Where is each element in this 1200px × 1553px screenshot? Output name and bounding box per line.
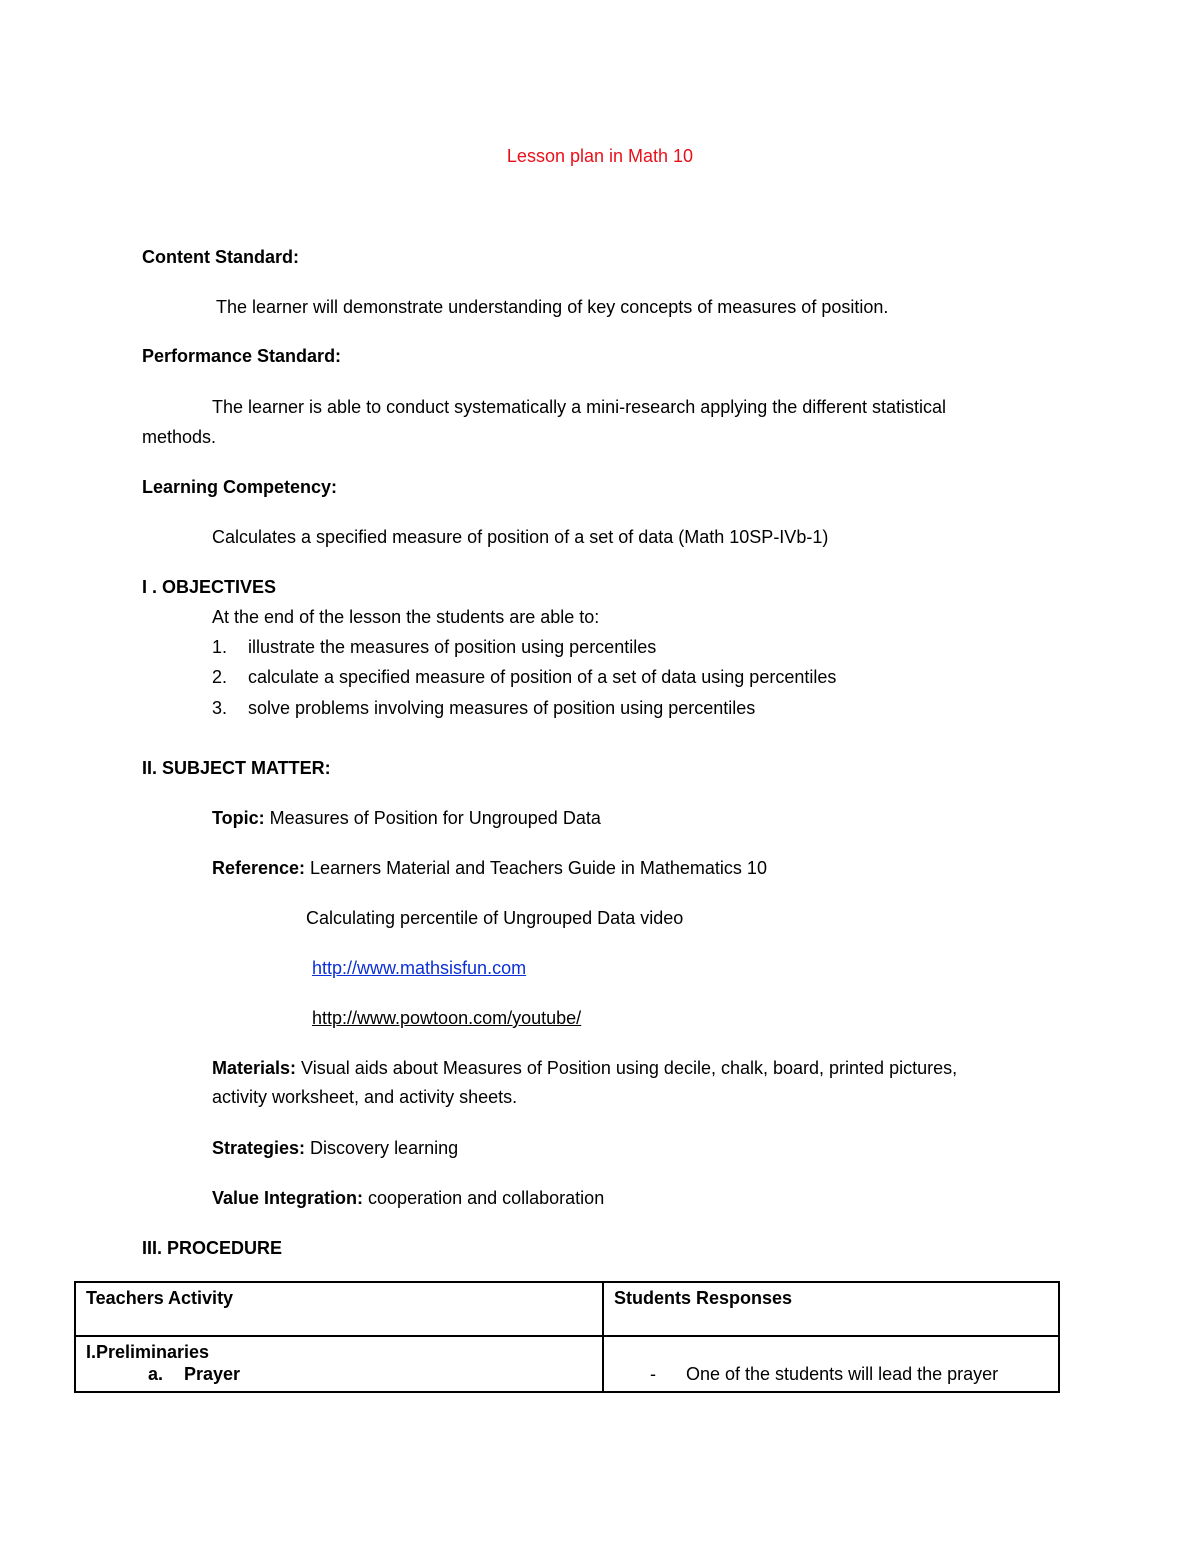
performance-standard-line2: methods. [142, 427, 217, 447]
objective-item-3 [212, 697, 755, 719]
procedure-heading: III. PROCEDURE [142, 1238, 283, 1258]
value-integration-value: cooperation and collaboration [363, 1188, 605, 1208]
materials-line1 [212, 1057, 957, 1079]
reference-extra: Calculating percentile of Ungrouped Data video [306, 908, 684, 928]
materials-line2: activity worksheet, and activity sheets. [212, 1087, 518, 1107]
teachers-activity-cell [75, 1336, 603, 1392]
objective-text: illustrate the measures of position using percentiles [248, 637, 657, 657]
performance-standard-heading: Performance Standard: [142, 346, 342, 366]
preliminaries-label: I.Preliminaries [86, 1342, 210, 1362]
table-row [75, 1336, 1059, 1392]
topic-line [212, 807, 601, 829]
value-integration-line [212, 1187, 604, 1209]
materials-value: Visual aids about Measures of Position using decile, chalk, board, printed pictures, [296, 1058, 958, 1078]
content-standard-text: The learner will demonstrate understanding of key concepts of measures of position. [216, 297, 889, 317]
dash-marker: - [650, 1364, 656, 1384]
objective-item-2 [212, 666, 836, 688]
reference-line [212, 857, 767, 879]
strategies-line [212, 1137, 458, 1159]
strategies-value: Discovery learning [305, 1138, 459, 1158]
reference-label: Reference: [212, 858, 306, 878]
performance-standard-line1: The learner is able to conduct systematically a mini-research applying the different statistical [212, 397, 947, 417]
teachers-activity-header: Teachers Activity [75, 1282, 603, 1336]
powtoon-link[interactable]: http://www.powtoon.com/youtube/ [312, 1008, 582, 1028]
subject-matter-heading: II. SUBJECT MATTER: [142, 758, 331, 778]
content-standard-heading: Content Standard: [142, 247, 299, 267]
objectives-intro: At the end of the lesson the students are able to: [212, 607, 600, 627]
objective-number: 2. [212, 667, 228, 687]
topic-label: Topic: [212, 808, 265, 828]
objective-text: solve problems involving measures of position using percentiles [248, 698, 756, 718]
page-title: Lesson plan in Math 10 [506, 146, 694, 166]
learning-competency-text: Calculates a specified measure of position of a set of data (Math 10SP-IVb-1) [212, 527, 829, 547]
prayer-response [614, 1363, 1048, 1385]
procedure-table [74, 1281, 1060, 1393]
students-responses-cell [603, 1336, 1059, 1392]
objective-item-1 [212, 636, 656, 658]
strategies-label: Strategies: [212, 1138, 306, 1158]
objectives-heading: I . OBJECTIVES [142, 577, 277, 597]
objective-text: calculate a specified measure of position of a set of data using percentiles [248, 667, 837, 687]
prayer-response-text: One of the students will lead the prayer [686, 1364, 999, 1384]
prayer-item [86, 1363, 592, 1385]
value-integration-label: Value Integration: [212, 1188, 364, 1208]
table-header-row [75, 1282, 1059, 1336]
topic-value: Measures of Position for Ungrouped Data [264, 808, 601, 828]
reference-value: Learners Material and Teachers Guide in Mathematics 10 [305, 858, 767, 878]
objective-number: 3. [212, 698, 228, 718]
objective-number: 1. [212, 637, 228, 657]
students-responses-header: Students Responses [603, 1282, 1059, 1336]
sub-item-marker: a. [148, 1364, 164, 1384]
mathsisfun-link[interactable]: http://www.mathsisfun.com [312, 958, 527, 978]
prayer-label: Prayer [184, 1364, 241, 1384]
learning-competency-heading: Learning Competency: [142, 477, 338, 497]
materials-label: Materials: [212, 1058, 297, 1078]
